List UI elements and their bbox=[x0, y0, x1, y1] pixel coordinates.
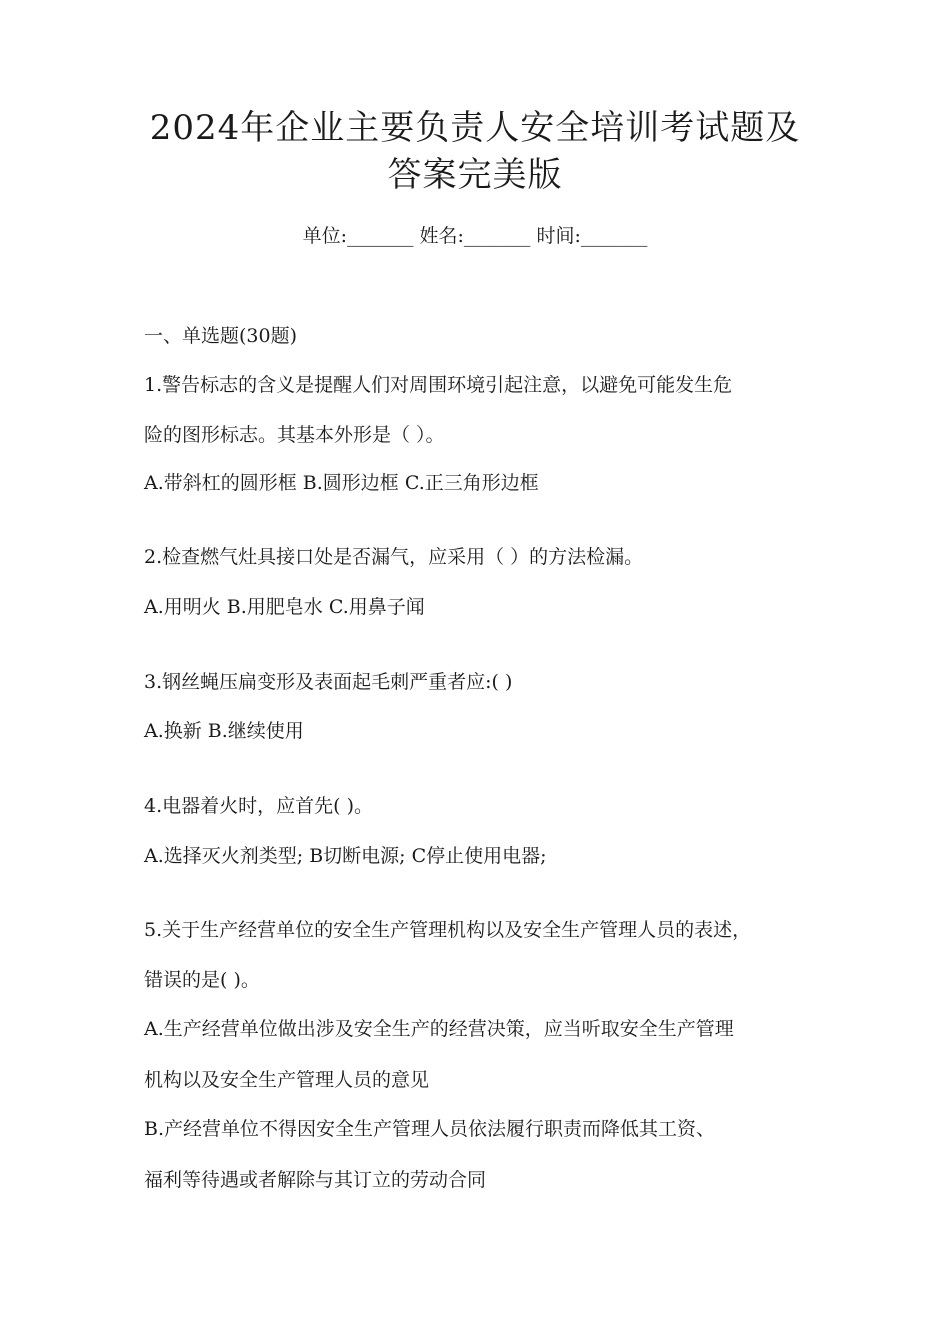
question-3-text: 3.钢丝蝇压扁变形及表面起毛刺严重者应:( ) bbox=[144, 671, 513, 693]
question-4-options: A.选择灭火剂类型; B切断电源; C停止使用电器; bbox=[144, 845, 547, 867]
section-heading: 一、单选题(30题) bbox=[144, 325, 298, 347]
question-2-options: A.用明火 B.用肥皂水 C.用鼻子闻 bbox=[144, 596, 425, 618]
question-5-text-line-2: 错误的是( )。 bbox=[144, 969, 260, 991]
exam-info-line: 单位:_______ 姓名:_______ 时间:_______ bbox=[302, 225, 648, 247]
question-5-option-b-line-2: 福利等待遇或者解除与其订立的劳动合同 bbox=[144, 1169, 487, 1191]
question-2-text: 2.检查燃气灶具接口处是否漏气，应采用（ ）的方法检漏。 bbox=[144, 546, 644, 568]
document-title-line-1: 2024年企业主要负责人安全培训考试题及 bbox=[149, 108, 801, 148]
question-4-text: 4.电器着火时，应首先( )。 bbox=[144, 795, 373, 817]
question-5-option-b-line-1: B.产经营单位不得因安全生产管理人员依法履行职责而降低其工资、 bbox=[144, 1118, 716, 1140]
question-5-option-a-line-2: 机构以及安全生产管理人员的意见 bbox=[144, 1069, 430, 1091]
question-1-text-line-2: 险的图形标志。其基本外形是（ ）。 bbox=[144, 424, 445, 446]
question-5-text-line-1: 5.关于生产经营单位的安全生产管理机构以及安全生产管理人员的表述， bbox=[144, 919, 752, 941]
question-5-option-a-line-1: A.生产经营单位做出涉及安全生产的经营决策，应当听取安全生产管理 bbox=[144, 1018, 734, 1040]
question-1-options: A.带斜杠的圆形框 B.圆形边框 C.正三角形边框 bbox=[144, 472, 539, 494]
question-1-text-line-1: 1.警告标志的含义是提醒人们对周围环境引起注意，以避免可能发生危 bbox=[144, 374, 733, 396]
question-3-options: A.换新 B.继续使用 bbox=[144, 720, 304, 742]
document-title-line-2: 答案完美版 bbox=[387, 155, 563, 195]
